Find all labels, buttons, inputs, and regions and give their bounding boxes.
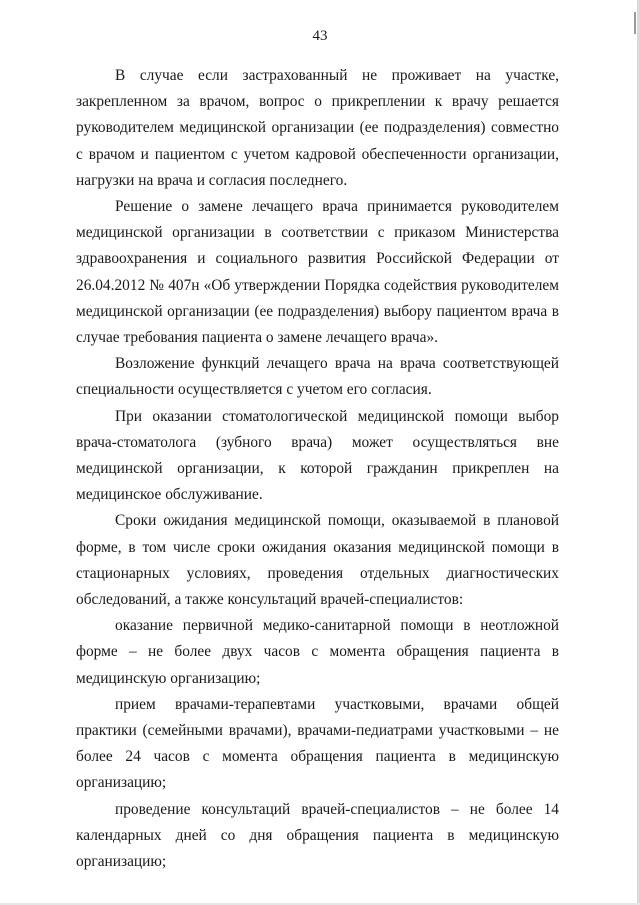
paragraph-doctor-replacement: Решение о замене лечащего врача принимается руководителем медицинской организации в соответствии с приказом Министерства здравоохранения и социального развития Российской Федерации от 26.04.2012 № 407н «Об утверждении Порядка содействия руководителем медицинской организации (ее подразделения) выбору пациентом врача в случае требования пациента о замене лечащего врача». — [76, 198, 559, 347]
document-body — [76, 63, 559, 875]
page-number: 43 — [312, 28, 328, 44]
scan-edge-mark — [634, 12, 636, 34]
paragraph-urgent-primary-care: оказание первичной медико-санитарной помощи в неотложной форме – не более двух часов с момента обращения пациента в медицинскую организацию; — [76, 617, 559, 687]
paragraph-dental-choice: При оказании стоматологической медицинской помощи выбор врача-стоматолога (зубного врача) может осуществляться вне медицинской организации, к которой гражданин прикреплен на медицинское обслуживание. — [76, 407, 559, 504]
paragraph-functions-assignment: Возложение функций лечащего врача на врача соответствующей специальности осуществляется с учетом его согласия. — [76, 355, 559, 399]
paragraph-waiting-times: Сроки ожидания медицинской помощи, оказываемой в плановой форме, в том числе сроки ожидания оказания медицинской помощи в стационарных условиях, проведения отдельных диагностических обследований, а также консультаций врачей-специалистов: — [76, 512, 559, 609]
paragraph-attachment-rule: В случае если застрахованный не проживает на участке, закрепленном за врачом, вопрос о прикреплении к врачу решается руководителем медицинской организации (ее подразделения) совместно с врачом и пациентом с учетом кадровой обеспеченности организации, нагрузки на врача и согласия последнего. — [76, 67, 559, 189]
paragraph-therapist-appointment: прием врачами-терапевтами участковыми, врачами общей практики (семейными врачами), врачами-педиатрами участковыми – не более 24 часов с момента обращения пациента в медицинскую организацию; — [76, 695, 559, 792]
paragraph-specialist-consultation: проведение консультаций врачей-специалистов – не более 14 календарных дней со дня обращения пациента в медицинскую организацию; — [76, 800, 559, 871]
